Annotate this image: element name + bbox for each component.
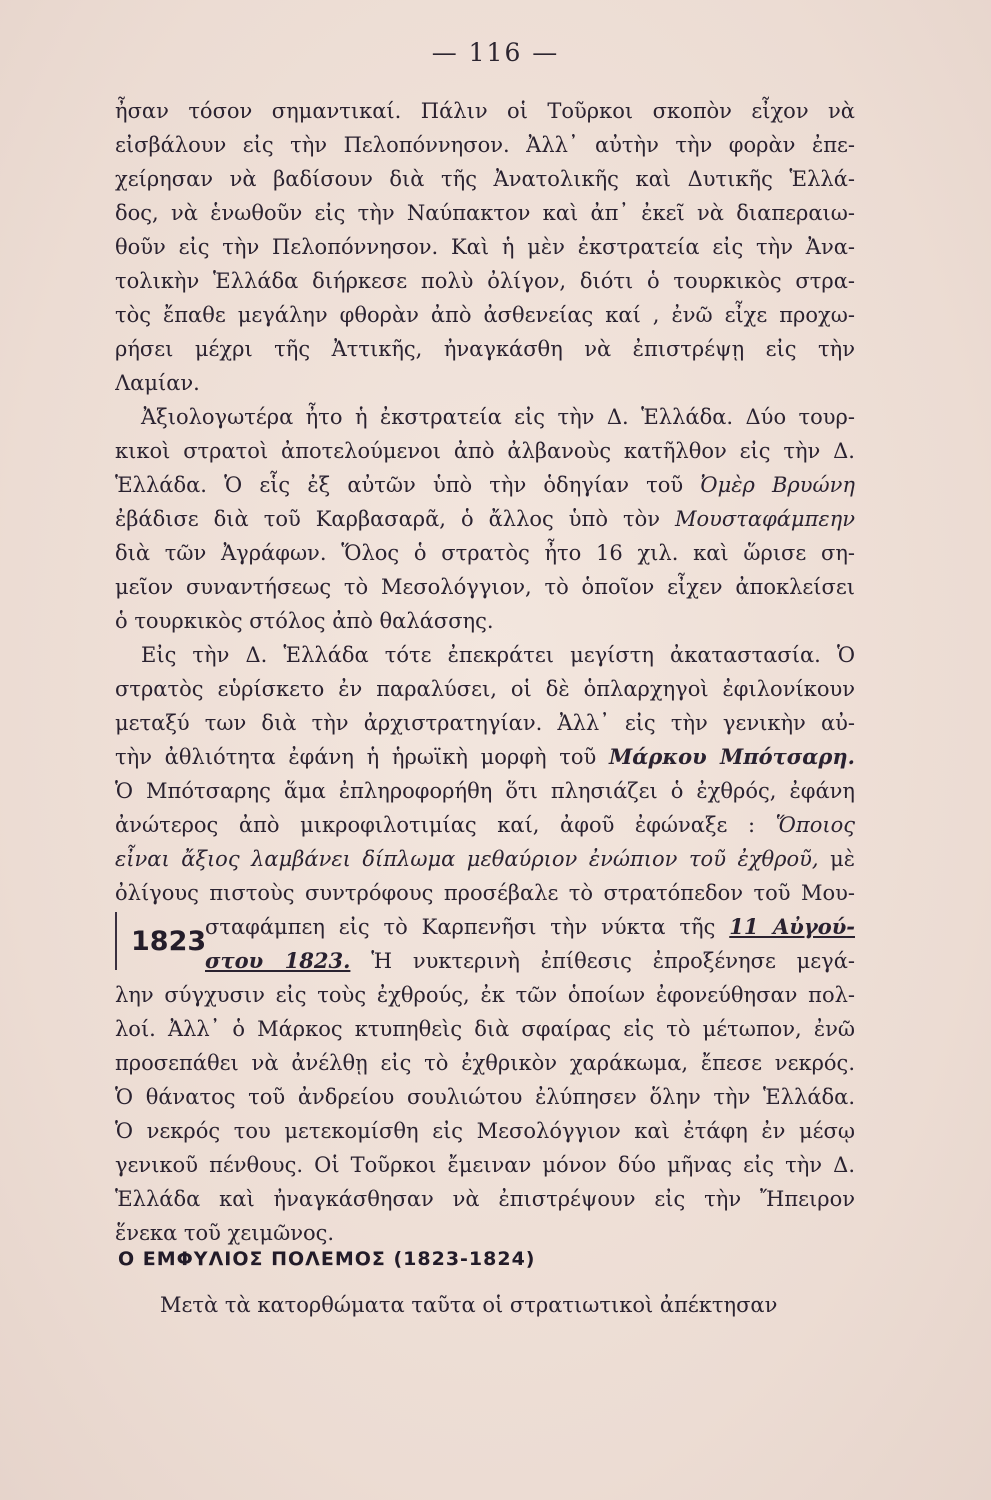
text-segment: ἀνώτερος ἀπὸ μικροφιλοτιμίας καί, ἀφοῦ ἐφώναξε : xyxy=(115,813,776,837)
text-line: τὸς ἔπαθε μεγάλην φθορὰν ἀπὸ ἀσθενείας καί , ἐνῶ εἶχε προχω- xyxy=(115,303,855,327)
year-lines xyxy=(205,910,855,978)
text-line: Ἀξιολογωτέρα ἦτο ἡ ἐκστρατεία εἰς τὴν Δ. Ἑλλάδα. Δύο τουρ- xyxy=(141,405,855,429)
text-line: Λαμίαν. xyxy=(115,371,200,395)
text-line: προσεπάθει νὰ ἀνέλθῃ εἰς τὸ ἐχθρικὸν χαράκωμα, ἔπεσε νεκρός. xyxy=(115,1051,855,1075)
quote-text: εἶναι ἄξιος λαμβάνει δίπλωμα μεθαύριον ἐνώπιον τοῦ ἐχθροῦ, xyxy=(115,847,819,871)
year-block xyxy=(115,910,855,978)
quote-text: Ὅποιος xyxy=(775,813,855,837)
text-line xyxy=(115,842,855,876)
text-segment: μὲ xyxy=(818,847,855,871)
text-line: εἰσβάλουν εἰς τὴν Πελοπόννησον. Ἀλλ᾽ αὐτὴν τὴν φορὰν ἐπε- xyxy=(115,133,855,157)
text-line: Ὁ θάνατος τοῦ ἀνδρείου σουλιώτου ἐλύπησεν ὅλην τὴν Ἑλλάδα. xyxy=(115,1085,855,1109)
person-name: Μουσταφάμπεην xyxy=(675,507,855,531)
text-line: θοῦν εἰς τὴν Πελοπόννησον. Καὶ ἡ μὲν ἐκστρατεία εἰς τὴν Ἀνα- xyxy=(115,235,855,259)
year-margin-note xyxy=(115,912,207,970)
text-line: ἦσαν τόσον σημαντικαί. Πάλιν οἱ Τοῦρκοι σκοπὸν εἶχον νὰ xyxy=(115,99,855,123)
text-line: στρατὸς εὑρίσκετο ἐν παραλύσει, οἱ δὲ ὁπλαρχηγοὶ ἐφιλονίκουν xyxy=(115,677,855,701)
person-name: Μάρκου Μπότσαρη. xyxy=(609,744,855,769)
text-line: κικοὶ στρατοὶ ἀποτελούμενοι ἀπὸ ἀλβανοὺς κατῆλθον εἰς τὴν Δ. xyxy=(115,439,855,463)
text-line: λην σύγχυσιν εἰς τοὺς ἐχθρούς, ἐκ τῶν ὁποίων ἐφονεύθησαν πολ- xyxy=(115,983,855,1007)
text-segment: σταφάμπεη εἰς τὸ Καρπενῆσι τὴν νύκτα τῆς xyxy=(205,915,730,939)
text-line: χείρησαν νὰ βαδίσουν διὰ τῆς Ἀνατολικῆς καὶ Δυτικῆς Ἑλλά- xyxy=(115,167,855,191)
text-line: τολικὴν Ἑλλάδα διήρκεσε πολὺ ὀλίγον, διότι ὁ τουρκικὸς στρα- xyxy=(115,269,855,293)
text-segment: ἐβάδισε διὰ τοῦ Καρβασαρᾶ, ὁ ἄλλος ὑπὸ τὸν xyxy=(115,507,675,531)
text-line: Εἰς τὴν Δ. Ἑλλάδα τότε ἐπεκράτει μεγίστη ἀκαταστασία. Ὁ xyxy=(141,643,855,667)
year-label: 1823 xyxy=(131,926,207,957)
text-line xyxy=(115,808,855,842)
person-name: Ὀμὲρ Βρυώνη xyxy=(700,473,855,497)
text-line: δος, νὰ ἑνωθοῦν εἰς τὴν Ναύπακτον καὶ ἀπ᾽ ἐκεῖ νὰ διαπεραιω- xyxy=(115,201,855,225)
text-line xyxy=(205,944,855,978)
text-line: ὀλίγους πιστοὺς συντρόφους προσέβαλε τὸ στρατόπεδον τοῦ Μου- xyxy=(115,881,855,905)
text-segment: Ἡ νυκτερινὴ ἐπίθεσις ἐπροξένησε μεγά- xyxy=(350,949,855,973)
date-highlight: στου 1823. xyxy=(205,948,351,973)
text-line: Μετὰ τὰ κατορθώματα ταῦτα οἱ στρατιωτικοὶ ἀπέκτησαν xyxy=(160,1293,778,1317)
text-line: ὁ τουρκικὸς στόλος ἀπὸ θαλάσσης. xyxy=(115,609,494,633)
text-line: ρήσει μέχρι τῆς Ἀττικῆς, ἠναγκάσθη νὰ ἐπιστρέψῃ εἰς τὴν xyxy=(115,337,855,361)
text-segment: τὴν ἀθλιότητα ἐφάνη ἡ ἡρωϊκὴ μορφὴ τοῦ xyxy=(115,745,609,769)
body-text xyxy=(115,94,855,1250)
text-line xyxy=(115,740,855,774)
text-line: Ὁ νεκρός του μετεκομίσθη εἰς Μεσολόγγιον καὶ ἐτάφη ἐν μέσῳ xyxy=(115,1119,855,1143)
page-number: — 116 — xyxy=(431,38,560,67)
date-highlight: 11 Αὐγού- xyxy=(729,914,855,939)
text-line xyxy=(115,502,855,536)
text-line: μεῖον συναντήσεως τὸ Μεσολόγγιον, τὸ ὁποῖον εἶχεν ἀποκλείσει xyxy=(115,575,855,599)
section-heading: Ο ΕΜΦΥΛΙΟΣ ΠΟΛΕΜΟΣ (1823-1824) xyxy=(118,1248,536,1270)
text-line: ἕνεκα τοῦ χειμῶνος. xyxy=(115,1221,335,1245)
text-line: μεταξύ των διὰ τὴν ἀρχιστρατηγίαν. Ἀλλ᾽ εἰς τὴν γενικὴν αὐ- xyxy=(115,711,855,735)
text-line: διὰ τῶν Ἀγράφων. Ὅλος ὁ στρατὸς ἦτο 16 χιλ. καὶ ὥρισε ση- xyxy=(115,541,855,565)
text-segment: Ἑλλάδα. Ὁ εἷς ἐξ αὐτῶν ὑπὸ τὴν ὁδηγίαν τοῦ xyxy=(115,473,701,497)
text-line: γενικοῦ πένθους. Οἱ Τοῦρκοι ἔμειναν μόνον δύο μῆνας εἰς τὴν Δ. xyxy=(115,1153,855,1177)
text-line: Ἑλλάδα καὶ ἠναγκάσθησαν νὰ ἐπιστρέψουν εἰς τὴν Ἤπειρον xyxy=(115,1187,855,1211)
text-line: λοί. Ἀλλ᾽ ὁ Μάρκος κτυπηθεὶς διὰ σφαίρας εἰς τὸ μέτωπον, ἐνῶ xyxy=(115,1017,855,1041)
text-line xyxy=(205,910,855,944)
text-line xyxy=(115,468,855,502)
text-line: Ὁ Μπότσαρης ἅμα ἐπληροφορήθη ὅτι πλησιάζει ὁ ἐχθρός, ἐφάνη xyxy=(115,779,855,803)
